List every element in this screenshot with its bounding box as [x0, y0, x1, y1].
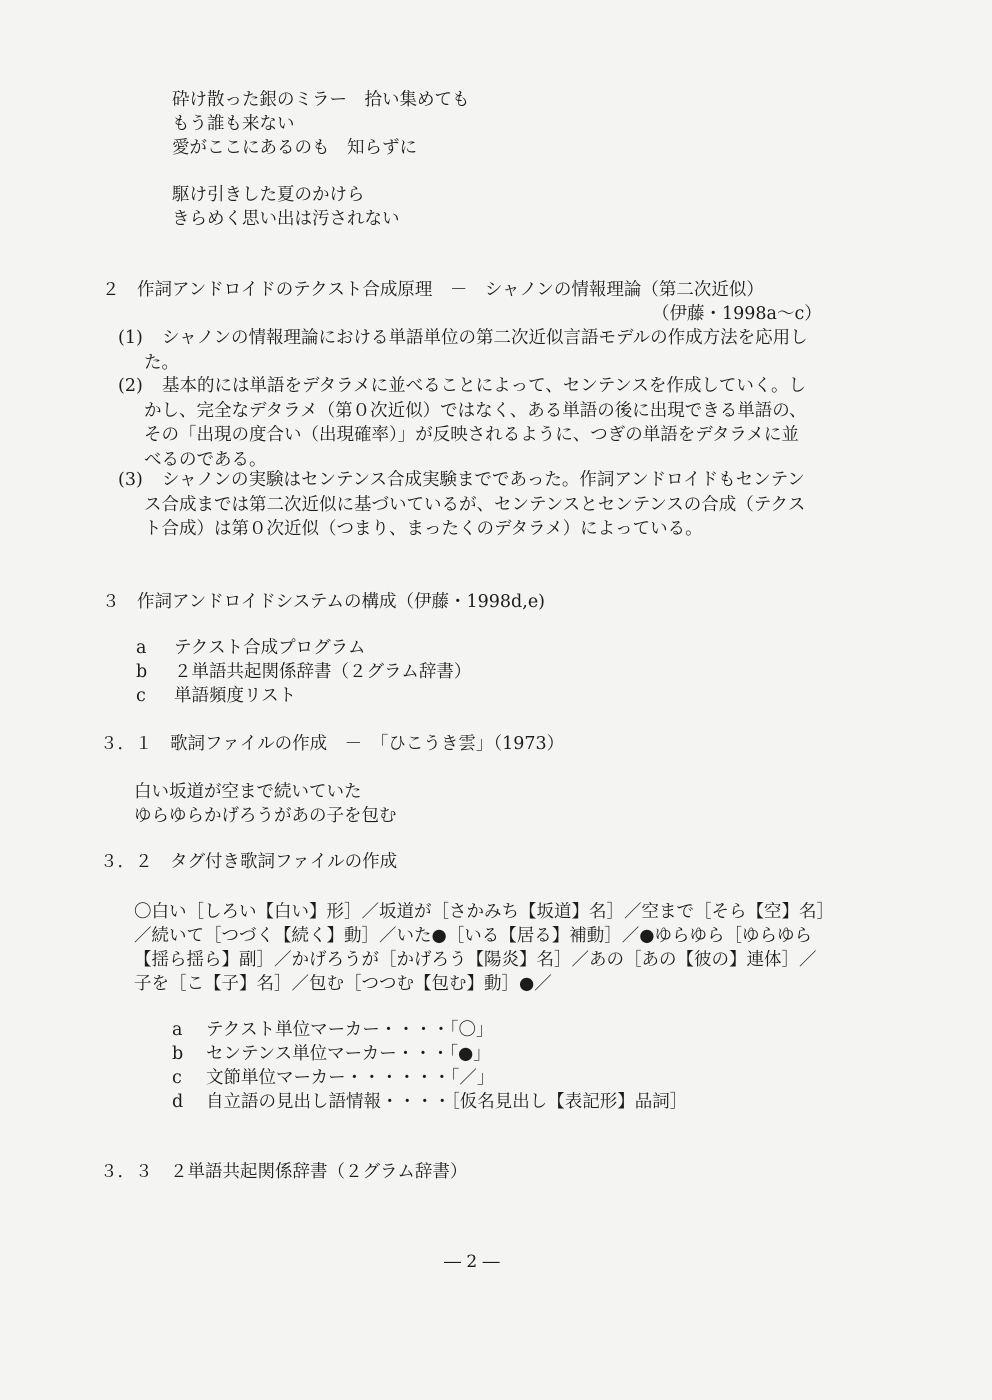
marker-text: 自立語の見出し語情報・・・・［仮名見出し【表記形】品詞］ — [206, 1092, 688, 1112]
section-3-1-heading: ３．１ 歌詞ファイルの作成 － 「ひこうき雲」（1973） — [100, 734, 565, 754]
tagged-line: 子を［こ【子】名］／包む［つつむ【包む】動］●／ — [134, 974, 552, 994]
poem-line: きらめく思い出は汚されない — [172, 209, 400, 229]
marker-item — [172, 1066, 687, 1090]
item-number: (1) — [118, 328, 143, 348]
marker-key: d — [172, 1092, 184, 1112]
section-2-item-1 — [118, 326, 878, 375]
marker-item — [172, 1018, 687, 1042]
item-line: ス合成までは第二次近似に基づいているが、センテンスとセンテンスの合成（テクス — [144, 494, 806, 515]
section-3-3-heading: ３．３ ２単語共起関係辞書（２グラム辞書） — [100, 1162, 468, 1182]
tagged-line: 〇白い［しろい【白い】形］／坂道が［さかみち【坂道】名］／空まで［そら【空】名］ — [134, 902, 834, 922]
item-number: (3) — [118, 470, 143, 490]
poem-line: もう誰も来ない — [172, 114, 295, 134]
lyrics-line: 白い坂道が空まで続いていた — [134, 782, 362, 802]
item-number: (2) — [118, 376, 143, 396]
marker-key: a — [172, 1020, 183, 1040]
page-number: ― 2 ― — [444, 1252, 500, 1272]
section-2-citation: （伊藤・1998a～c） — [652, 304, 822, 324]
list-item — [136, 636, 471, 660]
list-text: ２単語共起関係辞書（２グラム辞書） — [174, 662, 472, 682]
list-text: 単語頻度リスト — [174, 686, 297, 706]
section-3-list — [136, 636, 471, 708]
poem-line: 砕け散った銀のミラー 拾い集めても — [172, 90, 470, 110]
item-line: かし、完全なデタラメ（第０次近似）ではなく、ある単語の後に出現できる単語の、 — [144, 400, 807, 421]
marker-text: センテンス単位マーカー・・・「●」 — [206, 1044, 491, 1064]
list-key: a — [136, 638, 147, 658]
list-item — [136, 684, 471, 708]
list-text: テクスト合成プログラム — [174, 638, 366, 658]
section-3-2-heading: ３．２ タグ付き歌詞ファイルの作成 — [100, 852, 398, 872]
section-3-heading: ３ 作詞アンドロイドシステムの構成（伊藤・1998d,e) — [102, 592, 546, 612]
marker-text: テクスト単位マーカー・・・・「〇」 — [206, 1020, 494, 1040]
marker-list — [172, 1018, 687, 1114]
item-line: シャノンの情報理論における単語単位の第二次近似言語モデルの作成方法を応用し — [162, 328, 808, 348]
list-key: b — [136, 662, 148, 682]
section-2-item-3 — [118, 468, 878, 542]
poem-stanza-2 — [172, 183, 400, 231]
lyrics-excerpt — [134, 780, 397, 828]
marker-item — [172, 1090, 687, 1114]
section-2-item-2 — [118, 374, 878, 472]
item-line: シャノンの実験はセンテンス合成実験までであった。作詞アンドロイドもセンテン — [162, 470, 805, 490]
item-line: た。 — [144, 352, 179, 373]
poem-line: 駆け引きした夏のかけら — [172, 185, 365, 205]
item-line: べるのである。 — [144, 449, 267, 470]
list-item — [136, 660, 471, 684]
list-key: c — [136, 686, 146, 706]
item-line: その「出現の度合い（出現確率）」が反映されるように、つぎの単語をデタラメに並 — [144, 425, 799, 445]
marker-key: c — [172, 1068, 182, 1088]
poem-stanza-1 — [172, 88, 470, 160]
marker-item — [172, 1042, 687, 1066]
item-line: 基本的には単語をデタラメに並べることによって、センテンスを作成していく。し — [162, 376, 806, 396]
tagged-lyrics — [134, 900, 834, 996]
section-2-heading: ２ 作詞アンドロイドのテクスト合成原理 － シャノンの情報理論（第二次近似） — [102, 280, 764, 300]
lyrics-line: ゆらゆらかげろうがあの子を包む — [134, 806, 397, 826]
poem-line: 愛がここにあるのも 知らずに — [172, 138, 417, 158]
marker-text: 文節単位マーカー・・・・・・「／」 — [206, 1068, 495, 1088]
tagged-line: 【揺ら揺ら】副］／かげろうが［かげろう【陽炎】名］／あの［あの【彼の】連体］／ — [134, 950, 817, 970]
item-line: ト合成）は第０次近似（つまり、まったくのデタラメ）によっている。 — [144, 519, 703, 539]
marker-key: b — [172, 1044, 184, 1064]
tagged-line: ／続いて［つづく【続く】動］／いた●［いる【居る】補動］／●ゆらゆら［ゆらゆら — [134, 926, 813, 946]
